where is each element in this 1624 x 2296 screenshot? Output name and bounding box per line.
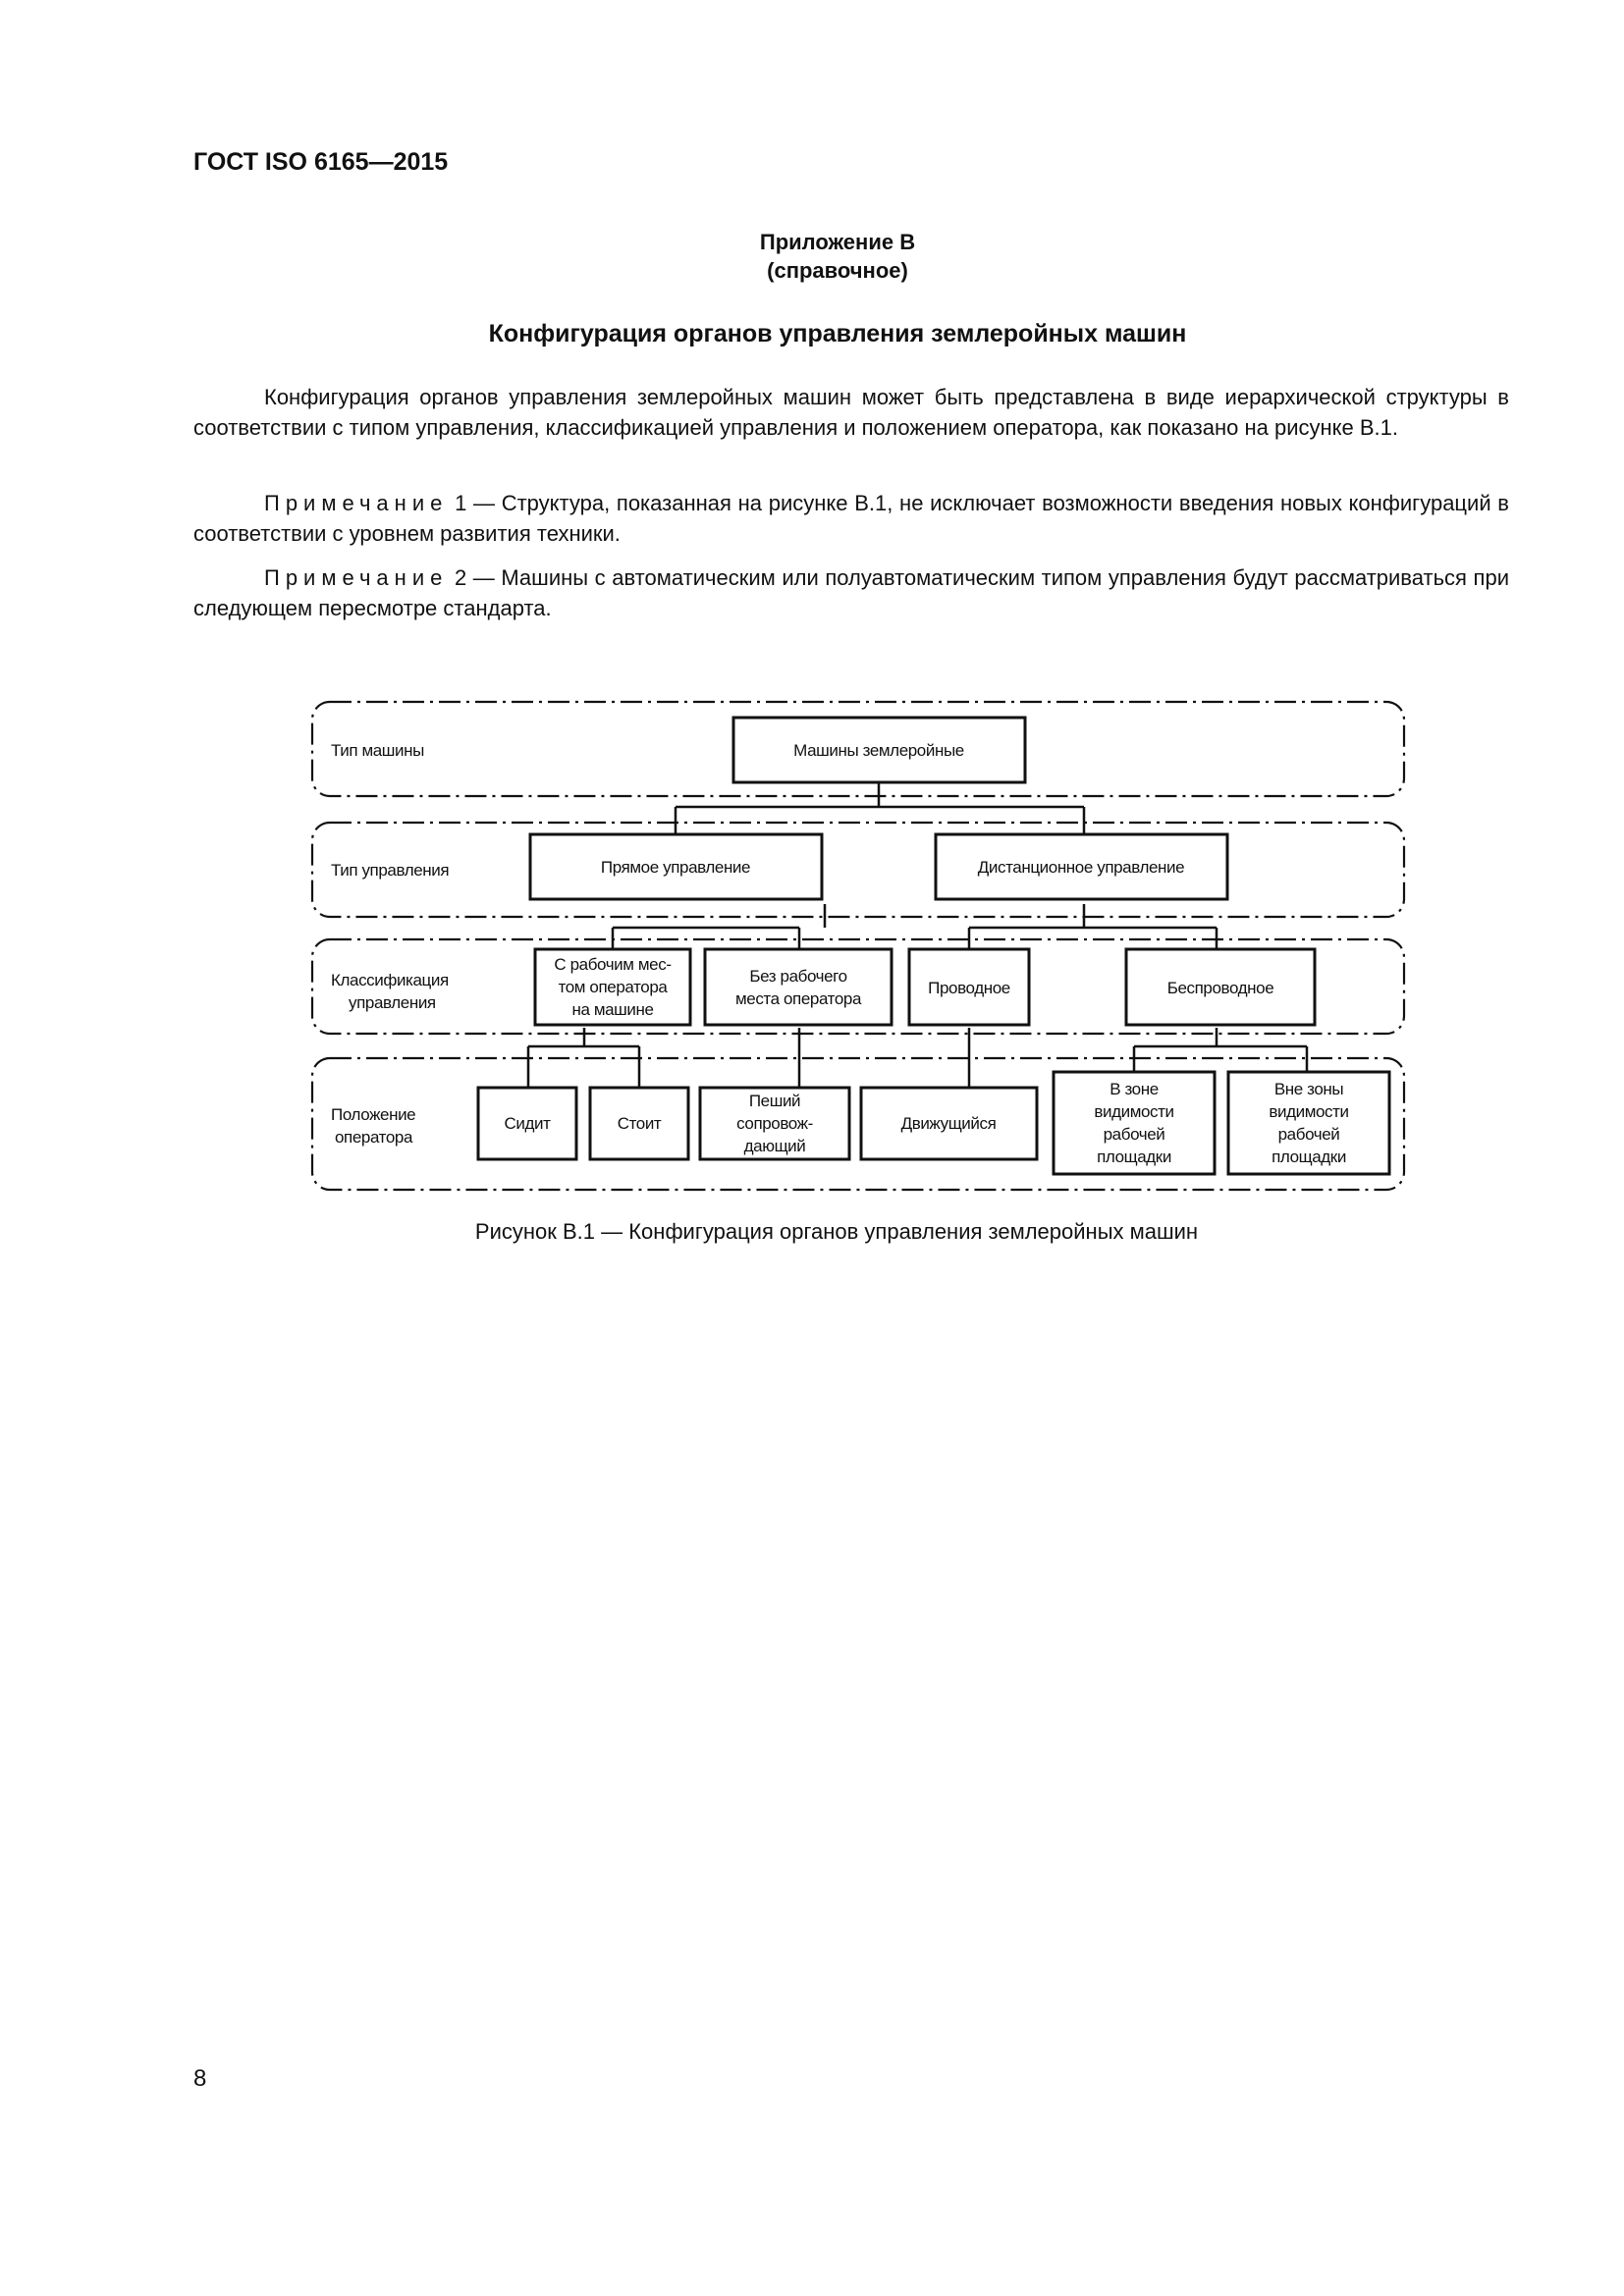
note-2-text: 2 — Машины с автоматическим или полуавтоматическим типом управления будут рассматриваться при следующем пересмотре стандарта. <box>193 565 1509 620</box>
node-with-station-label-3: на машине <box>571 1000 654 1019</box>
node-remote-label: Дистанционное управление <box>977 858 1185 877</box>
node-in-sight-label-3: рабочей <box>1103 1125 1165 1144</box>
level-label-control-type: Тип управления <box>331 861 450 880</box>
node-out-of-sight-label-3: рабочей <box>1277 1125 1340 1144</box>
node-out-of-sight-label-1: Вне зоны <box>1273 1080 1344 1098</box>
level-label-operator-position-2: оператора <box>335 1128 413 1147</box>
connector-lines <box>528 782 1307 1088</box>
annex-heading: Конфигурация органов управления землеройных машин <box>488 320 1187 347</box>
annex-title: Приложение В <box>759 230 916 254</box>
note-1-label: Примечание <box>264 491 449 515</box>
band-control-type <box>312 823 1404 917</box>
node-with-station-label-2: том оператора <box>558 978 668 996</box>
node-without-station-label-1: Без рабочего <box>749 967 847 986</box>
node-wireless-label: Беспроводное <box>1166 979 1274 997</box>
intro-paragraph-text: Конфигурация органов управления землеройных машин может быть представлена в виде иерархической структуры в соответствии с типом управления, классификацией управления и положением оператора, как показано на рисунке В.1. <box>193 385 1509 440</box>
note-2-label: Примечание <box>264 565 449 590</box>
level-label-machine-type: Тип машины <box>331 741 424 760</box>
node-out-of-sight-label-2: видимости <box>1269 1102 1349 1121</box>
node-direct-label: Прямое управление <box>600 858 751 877</box>
node-seated-label: Сидит <box>504 1114 551 1133</box>
node-in-sight-label-2: видимости <box>1094 1102 1174 1121</box>
node-without-station-box <box>705 949 892 1025</box>
node-in-sight-label-1: В зоне <box>1110 1080 1159 1098</box>
node-pedestrian-label-1: Пеший <box>748 1092 801 1110</box>
page-number: 8 <box>193 2065 207 2092</box>
node-earthmoving-label: Машины землеройные <box>793 741 964 760</box>
node-wired-label: Проводное <box>928 979 1010 997</box>
node-with-station-label-1: С рабочим мес- <box>554 955 672 974</box>
annex-subtitle: (справочное) <box>767 258 908 283</box>
level-label-operator-position-1: Положение <box>331 1105 416 1124</box>
level-label-control-class-1: Классификация <box>331 971 449 989</box>
node-without-station-label-2: места оператора <box>734 989 862 1008</box>
node-standing-label: Стоит <box>617 1114 662 1133</box>
node-in-sight-label-4: площадки <box>1097 1148 1171 1166</box>
standard-id-header: ГОСТ ISO 6165—2015 <box>193 148 449 176</box>
figure-caption: Рисунок В.1 — Конфигурация органов управления землеройных машин <box>474 1219 1199 1244</box>
level-label-control-class-2: управления <box>349 993 436 1012</box>
node-moving-label: Движущийся <box>900 1114 997 1133</box>
node-pedestrian-label-3: дающий <box>743 1137 806 1155</box>
note-1-text: 1 — Структура, показанная на рисунке В.1, не исключает возможности введения новых конфигураций в соответствии с уровнем развития техники. <box>193 491 1509 546</box>
node-pedestrian-label-2: сопровож- <box>736 1114 813 1133</box>
node-out-of-sight-label-4: площадки <box>1272 1148 1346 1166</box>
